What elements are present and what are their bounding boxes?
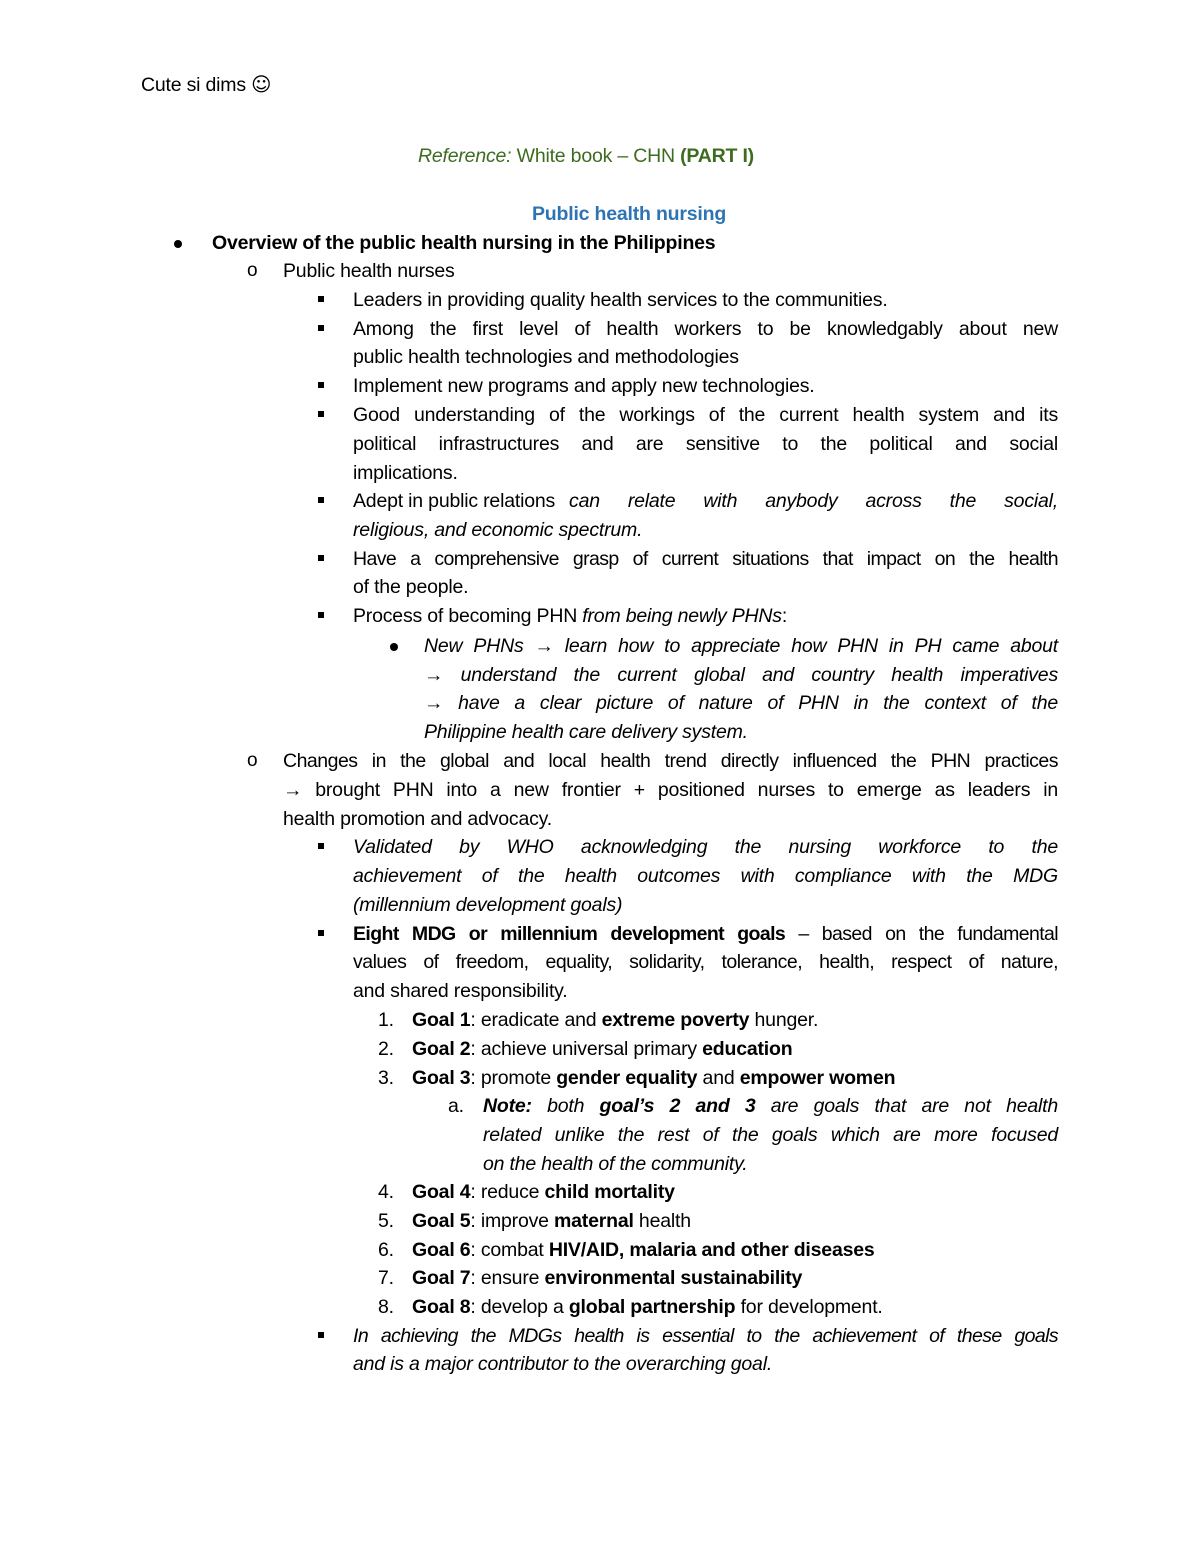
phn-subitem-line-2: → understand the current global and country health imperatives — [424, 664, 1058, 686]
goal-number: 3. — [378, 1067, 394, 1089]
goal-number: 8. — [378, 1296, 394, 1318]
goal-number: 5. — [378, 1210, 394, 1232]
note-line-2: related unlike the rest of the goals which are more focused — [483, 1124, 1058, 1146]
mdg-line-2: values of freedom, equality, solidarity, tolerance, health, respect of nature, — [353, 951, 1058, 973]
square-bullet-icon — [318, 325, 324, 331]
goal-item: Goal 5: improve maternal health — [412, 1210, 691, 1232]
overview-heading: Overview of the public health nursing in the Philippines — [212, 232, 716, 254]
phn-heading: Public health nurses — [283, 260, 455, 282]
arrow-icon: → — [283, 779, 303, 801]
mdg-line-3: and shared responsibility. — [353, 980, 568, 1002]
goal-number: 2. — [378, 1038, 394, 1060]
phn-item-6-cont: of the people. — [353, 576, 469, 598]
square-bullet-icon — [318, 843, 324, 849]
square-bullet-icon — [318, 497, 324, 503]
phn-item-3: Implement new programs and apply new technologies. — [353, 375, 815, 397]
arrow-icon: → — [424, 664, 444, 686]
validated-line-1: Validated by WHO acknowledging the nursing workforce to the — [353, 836, 1058, 858]
phn-item-2-cont: public health technologies and methodologies — [353, 346, 739, 368]
square-bullet-icon — [318, 555, 324, 561]
goal-item: Goal 6: combat HIV/AID, malaria and other diseases — [412, 1239, 875, 1261]
phn-subitem-line-4: Philippine health care delivery system. — [424, 721, 748, 743]
bullet-dot-icon — [390, 643, 398, 651]
phn-item-1: Leaders in providing quality health services to the communities. — [353, 289, 888, 311]
page-title: Public health nursing — [532, 203, 727, 225]
goal-number: 4. — [378, 1181, 394, 1203]
goal-number: 6. — [378, 1239, 394, 1261]
goal-item: Goal 1: eradicate and extreme poverty hunger. — [412, 1009, 819, 1031]
note-line-1: Note: both goal’s 2 and 3 are goals that are not health — [483, 1095, 1058, 1117]
square-bullet-icon — [318, 612, 324, 618]
goal-item: Goal 2: achieve universal primary education — [412, 1038, 793, 1060]
changes-line-2: → brought PHN into a new frontier + positioned nurses to emerge as leaders in — [283, 779, 1058, 801]
changes-line-1: Changes in the global and local health trend directly influenced the PHN practices — [283, 750, 1058, 772]
phn-subitem-line-3: → have a clear picture of nature of PHN in the context of the — [424, 692, 1058, 714]
goal-item: Goal 8: develop a global partnership for development. — [412, 1296, 883, 1318]
goal-item: Goal 7: ensure environmental sustainability — [412, 1267, 803, 1289]
note-line-3: on the health of the community. — [483, 1153, 748, 1175]
closing-line-1: In achieving the MDGs health is essential to the achievement of these goals — [353, 1325, 1058, 1347]
circle-bullet-icon: o — [247, 750, 258, 771]
header-note: Cute si dims ☺ — [141, 73, 272, 96]
arrow-icon: → — [424, 692, 444, 714]
square-bullet-icon — [318, 930, 324, 936]
closing-line-2: and is a major contributor to the overarching goal. — [353, 1353, 773, 1375]
phn-item-4: Good understanding of the workings of the current health system and its — [353, 404, 1058, 426]
phn-item-4-end: implications. — [353, 462, 458, 484]
changes-line-3: health promotion and advocacy. — [283, 808, 552, 830]
goal-item: Goal 3: promote gender equality and empower women — [412, 1067, 896, 1089]
arrow-icon: → — [534, 635, 554, 657]
phn-item-2: Among the first level of health workers to be knowledgably about new — [353, 318, 1058, 340]
phn-item-5: Adept in public relations can relate with anybody across the social, — [353, 490, 1058, 512]
goal-item: Goal 4: reduce child mortality — [412, 1181, 675, 1203]
reference-line: Reference: White book – CHN (PART I) — [418, 145, 754, 167]
validated-line-3: (millennium development goals) — [353, 894, 623, 916]
phn-item-7: Process of becoming PHN from being newly PHNs: — [353, 605, 788, 627]
circle-bullet-icon: o — [247, 260, 258, 281]
smiley-icon: ☺ — [251, 73, 272, 96]
phn-subitem-line-1: New PHNs → learn how to appreciate how PHN in PH came about — [424, 635, 1058, 657]
bullet-dot-icon — [174, 240, 182, 248]
note-marker: a. — [448, 1095, 464, 1117]
phn-item-4-cont: political infrastructures and are sensitive to the political and social — [353, 433, 1058, 455]
mdg-line-1: Eight MDG or millennium development goals – based on the fundamental — [353, 923, 1058, 945]
square-bullet-icon — [318, 1332, 324, 1338]
phn-item-5-cont: religious, and economic spectrum. — [353, 519, 643, 541]
goal-number: 7. — [378, 1267, 394, 1289]
square-bullet-icon — [318, 411, 324, 417]
square-bullet-icon — [318, 382, 324, 388]
phn-item-6: Have a comprehensive grasp of current situations that impact on the health — [353, 548, 1058, 570]
goal-number: 1. — [378, 1009, 394, 1031]
validated-line-2: achievement of the health outcomes with compliance with the MDG — [353, 865, 1058, 887]
square-bullet-icon — [318, 296, 324, 302]
